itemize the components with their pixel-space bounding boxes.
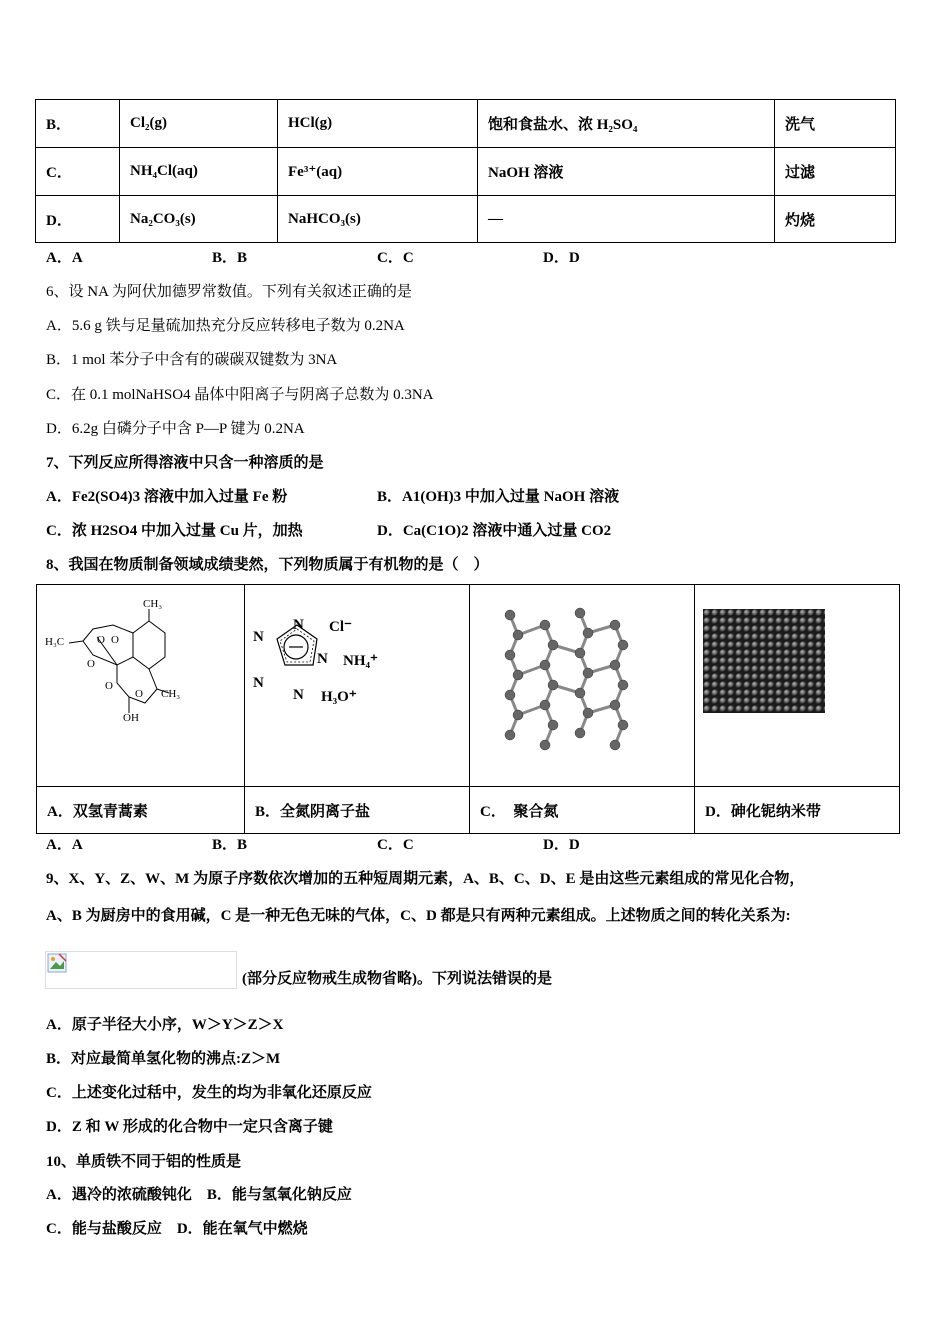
q7-option[interactable]: B．A1(OH)3 中加入过量 NaOH 溶液 (377, 489, 620, 505)
label-n: N (317, 651, 328, 667)
table-cell: NH₄Cl(aq) (120, 148, 278, 196)
q10-options-row2[interactable]: C．能与盐酸反应 D．能在氧气中燃烧 (46, 1221, 308, 1237)
answer-option[interactable]: B．B (212, 250, 248, 266)
label-n: N (293, 617, 304, 633)
row-label: B． (36, 100, 120, 148)
label-o: O (97, 634, 105, 646)
structure-cell-a (37, 585, 245, 787)
broken-image-placeholder (45, 951, 237, 989)
table-row (37, 585, 900, 787)
answer-option[interactable]: A．A (46, 250, 83, 266)
table-cell: Fe³⁺(aq) (278, 148, 478, 196)
q7-option[interactable]: D．Ca(C1O)2 溶液中通入过量 CO2 (377, 523, 612, 539)
q8-answer-options (0, 833, 950, 853)
table-cell: 灼烧 (775, 196, 896, 243)
q6-option[interactable]: D．6.2g 白磷分子中含 P—P 键为 0.2NA (46, 421, 305, 437)
table-cell: HCl(g) (278, 100, 478, 148)
answer-option[interactable]: A．A (46, 837, 83, 853)
table-cell: Cl₂(g) (120, 100, 278, 148)
q7-stem: 7、下列反应所得溶液中只含一种溶质的是 (46, 455, 324, 471)
label-nh4: NH₄⁺ (343, 653, 378, 669)
structure-cell-c (470, 585, 695, 787)
q9-option[interactable]: C．上述变化过秳中，发生的均为非氧化还原反应 (46, 1085, 372, 1101)
table-cell: — (478, 196, 775, 243)
q10-options-row1[interactable]: A．遇冷的浓硫酸钝化 B．能与氢氧化钠反应 (46, 1187, 352, 1203)
answer-option[interactable]: D．D (543, 837, 580, 853)
polymeric-nitrogen-structure (470, 585, 694, 781)
nbas-nanobelt-image (695, 585, 899, 781)
q6-stem: 6、设 NA 为阿伏加德罗常数值。下列有关叙述正确的是 (46, 284, 412, 300)
q9-stem-line3: (部分反应物戒生成物省略)。下列说法错误的是 (242, 971, 552, 987)
label-n: N (253, 675, 264, 691)
table-row (36, 196, 896, 243)
structure-cell-b (245, 585, 470, 787)
label-cl: Cl⁻ (329, 619, 352, 635)
table-cell: NaOH 溶液 (478, 148, 775, 196)
q10-stem: 10、单质铁不同于铝的性质是 (46, 1154, 242, 1170)
label-n: N (253, 629, 264, 645)
q6-option[interactable]: B．1 mol 苯分子中含有的碳碳双键数为 3NA (46, 352, 338, 368)
q9-stem-line1: 9、X、Y、Z、W、M 为原子序数依次增加的五种短周期元素，A、B、C、D、E 是由这些元素组成的常见化合物， (46, 871, 805, 887)
label-h3o: H₃O⁺ (321, 689, 357, 705)
table-cell: 过滤 (775, 148, 896, 196)
label-oh: OH (123, 712, 139, 724)
q6-option[interactable]: A．5.6 g 铁与足量硫加热充分反应转移电子数为 0.2NA (46, 318, 405, 334)
caption-c: C． 聚合氮 (470, 787, 695, 834)
label-ch3: CH₃ (161, 688, 181, 700)
q9-option[interactable]: D．Z 和 W 形成的化合物中一定只含离子键 (46, 1119, 333, 1135)
caption-a: A．双氢青蒿素 (37, 787, 245, 834)
answer-option[interactable]: C．C (377, 250, 414, 266)
table-cell: 洗气 (775, 100, 896, 148)
table-cell: Na₂CO₃(s) (120, 196, 278, 243)
q7-option[interactable]: C．浓 H2SO4 中加入过量 Cu 片，加热 (46, 523, 303, 539)
row-label: C． (36, 148, 120, 196)
table-cell: 饱和食盐水、浓 H₂SO₄ (478, 100, 775, 148)
pentazolate-salt-structure (245, 585, 469, 781)
table-row (36, 100, 896, 148)
q6-option[interactable]: C．在 0.1 molNaHSO4 晶体中阳离子与阴离子总数为 0.3NA (46, 387, 434, 403)
label-o: O (135, 688, 143, 700)
table-row (36, 148, 896, 196)
caption-b: B．全氮阴离子盐 (245, 787, 470, 834)
label-o: O (111, 634, 119, 646)
caption-d: D．砷化铌纳米带 (695, 787, 900, 834)
structure-cell-d (695, 585, 900, 787)
label-o: O (87, 658, 95, 670)
q7-option[interactable]: A．Fe2(SO4)3 溶液中加入过量 Fe 粉 (46, 489, 288, 505)
q8-stem: 8、我国在物质制备领域成绩斐然，下列物质属于有机物的是（ ） (46, 557, 489, 573)
q9-option[interactable]: A．原子半径大小序，W＞Y＞Z＞X (46, 1017, 284, 1033)
q8-structures-table (36, 584, 900, 834)
q9-option[interactable]: B．对应最简单氢化物的沸点:Z＞M (46, 1051, 281, 1067)
answer-option[interactable]: C．C (377, 837, 414, 853)
q5-answer-options (0, 246, 950, 266)
table-cell: NaHCO₃(s) (278, 196, 478, 243)
label-o: O (105, 680, 113, 692)
broken-image-icon (47, 953, 67, 973)
answer-option[interactable]: D．D (543, 250, 580, 266)
dihydroartemisinin-structure (37, 585, 244, 781)
label-h3c: H₃C (45, 636, 65, 648)
answer-option[interactable]: B．B (212, 837, 248, 853)
label-ch3: CH₃ (143, 598, 163, 610)
table-row (37, 787, 900, 834)
separation-table (35, 99, 896, 243)
q9-stem-line2: A、B 为厨房中的食用碱，C 是一种无色无味的气体，C、D 都是只有两种元素组成。上述物质之间的转化关系为: (46, 908, 791, 924)
row-label: D． (36, 196, 120, 243)
label-n: N (293, 687, 304, 703)
